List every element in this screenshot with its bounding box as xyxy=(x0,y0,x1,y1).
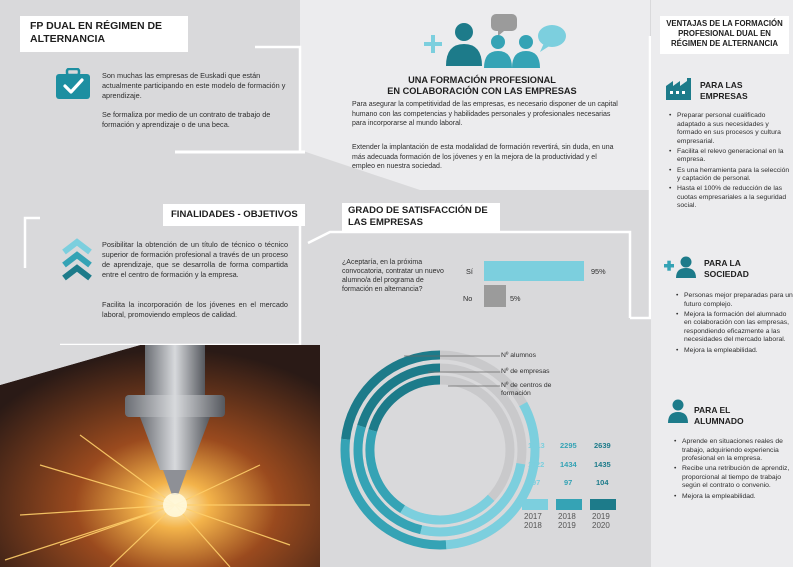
year-bar-2017 xyxy=(522,499,548,510)
fp-dual-paragraph-1: Son muchas las empresas de Euskadi que están actualmente participando en este modelo de formación y aprendizaje. xyxy=(102,71,286,100)
satisfaction-title-line-1: GRADO DE SATISFACCIÓN DE xyxy=(348,205,488,216)
empresas-item: • Es una herramienta para la selección y captación de personal. xyxy=(677,167,792,184)
briefcase-check-icon xyxy=(55,68,91,100)
bar-yes xyxy=(484,261,584,281)
year-bar-2019 xyxy=(590,499,616,510)
empresas-heading: PARA LAS EMPRESAS xyxy=(700,80,748,101)
student-icon xyxy=(667,399,689,423)
person-plus-icon xyxy=(664,256,698,278)
sociedad-item: • Mejora la formación del alumnado en colaboración con las empresas, respondiendo eficazmente a las necesidades del mercado laboral. xyxy=(684,311,793,345)
cell-empresas-2019: 1435 xyxy=(594,460,611,469)
ring-arc xyxy=(403,498,492,520)
bar-label-no: No xyxy=(463,294,473,303)
satisfaction-question: ¿Aceptaría, en la próxima convocatoria, contratar un nuevo alumno/a del programa de formación en alternancia? xyxy=(342,259,444,293)
cell-centros-2017: 97 xyxy=(532,478,541,487)
cell-alumnos-2019: 2639 xyxy=(594,441,611,450)
year-label-3: 2019 2020 xyxy=(592,512,610,530)
empresas-item: • Hasta el 100% de reducción de las cuotas empresariales a la seguridad social. xyxy=(677,185,792,211)
empresas-item: • Preparar personal cualificado adaptado a sus necesidades y formado en sus procesos y cultura empresarial. xyxy=(677,112,792,146)
alumnado-list xyxy=(673,438,793,503)
section-title-fp-dual: FP DUAL EN RÉGIMEN DE ALTERNANCIA xyxy=(20,16,188,52)
objectives-paragraph-1: Posibilitar la obtención de un título de técnico o técnico superior de formación profesional a través de un proceso de aprendizaje, que se desarrolla de forma compartida entre el centro de formación y la empresa. xyxy=(102,240,288,279)
legend-alumnos: Nº alumnos xyxy=(501,352,536,359)
empresas-item: • Facilita el relevo generacional en la empresa. xyxy=(677,148,792,165)
center-paragraph-2: Extender la implantación de esta modalidad de formación revertirá, sin duda, en una más adecuada formación de los jóvenes y en la mejora de la productividad y el empleo en nuestra sociedad. xyxy=(352,144,614,170)
bar-value-no: 5% xyxy=(510,294,521,303)
alumnado-heading: PARA EL ALUMNADO xyxy=(694,405,744,426)
cell-empresas-2018: 1434 xyxy=(560,460,577,469)
bar-label-yes: Sí xyxy=(466,267,473,276)
factory-icon xyxy=(666,78,696,100)
legend-centros: Nº de centros de formación xyxy=(501,382,552,397)
year-bars xyxy=(522,499,622,511)
cell-centros-2018: 97 xyxy=(564,478,573,487)
center-title-line-2: EN COLABORACIÓN CON LAS EMPRESAS xyxy=(387,86,577,96)
sociedad-heading: PARA LA SOCIEDAD xyxy=(704,258,749,279)
legend-empresas: Nº de empresas xyxy=(501,368,550,375)
alumnado-item: • Mejora la empleabilidad. xyxy=(682,493,793,502)
center-paragraph-1: Para asegurar la competitividad de las empresas, es necesario disponer de un capital humano con las competencias y habilidades personales y profesionales necesarias para incorporarse al mundo laboral. xyxy=(352,101,618,127)
year-bar-2018 xyxy=(556,499,582,510)
bar-no xyxy=(484,285,506,307)
alumnado-item: • Aprende en situaciones reales de trabajo, adquiriendo experiencia profesional en la empresa. xyxy=(682,438,793,464)
cell-alumnos-2017: 1913 xyxy=(528,441,545,450)
empresas-list xyxy=(668,112,792,213)
bar-value-yes: 95% xyxy=(591,267,606,276)
chevrons-up-icon xyxy=(60,238,94,282)
legend-leader-lines xyxy=(400,350,505,400)
center-title xyxy=(352,75,612,97)
cell-centros-2019: 104 xyxy=(596,478,609,487)
sociedad-list xyxy=(675,292,793,357)
fp-dual-paragraph-2: Se formaliza por medio de un contrato de trabajo de formación y aprendizaje o de una beca. xyxy=(102,110,271,129)
year-label-1: 2017 2018 xyxy=(524,512,542,530)
cell-empresas-2017: 1122 xyxy=(528,460,545,469)
laser-cutting-photo xyxy=(0,345,320,567)
right-title: VENTAJAS DE LA FORMACIÓN PROFESIONAL DUAL EN RÉGIMEN DE ALTERNANCIA xyxy=(660,16,789,54)
cell-alumnos-2018: 2295 xyxy=(560,441,577,450)
section-title-objectives: FINALIDADES - OBJETIVOS xyxy=(163,204,305,226)
alumnado-item: • Recibe una retribución de aprendiz, proporcional al tiempo de trabajo según el contrato o convenio. xyxy=(682,465,793,491)
center-title-line-1: UNA FORMACIÓN PROFESIONAL xyxy=(408,75,556,85)
section-title-satisfaction xyxy=(342,203,500,233)
people-collaboration-icon xyxy=(424,14,570,70)
sociedad-item: • Personas mejor preparadas para un futuro complejo. xyxy=(684,292,793,309)
sociedad-item: • Mejora la empleabilidad. xyxy=(684,347,793,356)
year-label-2: 2018 2019 xyxy=(558,512,576,530)
objectives-paragraph-2: Facilita la incorporación de los jóvenes en el mercado laboral, promoviendo empleos de calidad. xyxy=(102,300,288,319)
satisfaction-title-line-2: LAS EMPRESAS xyxy=(348,217,423,228)
